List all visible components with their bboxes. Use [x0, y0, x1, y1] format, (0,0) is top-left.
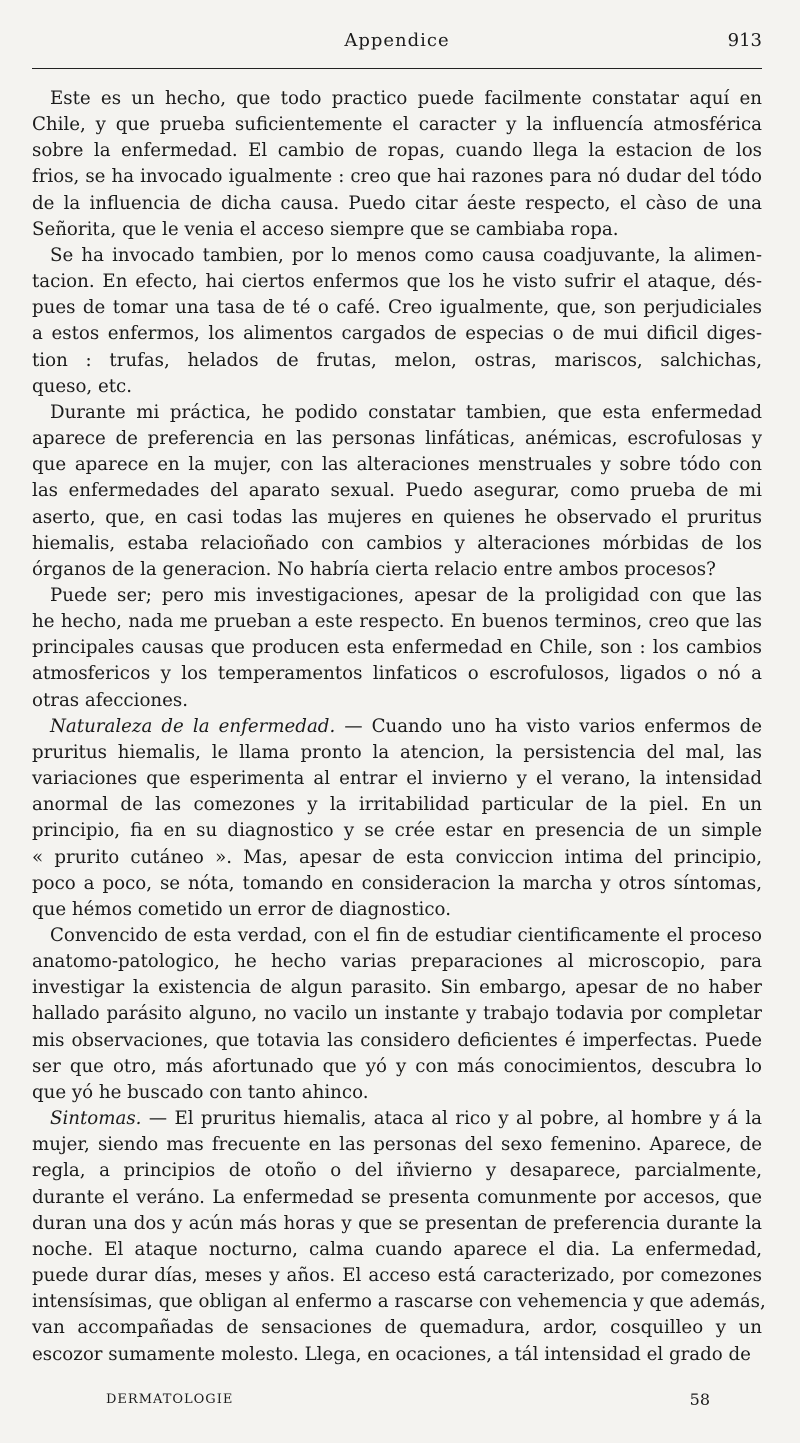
text-line: sobre la enfermedad. El cambio de ropas, cuando llega la estacion de los [32, 140, 762, 162]
text-line: Puede ser; pero mis investigaciones, apesar de la proligidad con que las [50, 584, 762, 606]
text-line: Naturaleza de la enfermedad. — Cuando uno ha visto varios enfermos de [50, 715, 762, 737]
text-line: durante el veráno. La enfermedad se presenta comunmente por accesos, que [32, 1186, 762, 1208]
text-line: he hecho, nada me prueban a este respecto. En buenos terminos, creo que las [32, 611, 762, 633]
text-line: de la influencia de dicha causa. Puedo citar áeste respecto, el càso de una [32, 192, 762, 214]
text-line: Convencido de esta verdad, con el fin de estudiar cientificamente el proceso [50, 925, 762, 946]
text-line: Este es un hecho, que todo practico puede facilmente constatar aquí en [50, 88, 762, 109]
running-title: Appendice [344, 30, 450, 51]
text-line: que hémos cometido un error de diagnostico. [32, 898, 451, 920]
text-line: atmosfericos y los temperamentos linfaticos o escrofulosos, ligados o nó a [32, 663, 762, 685]
text-line: órganos de la generacion. No habría cierta relacio entre ambos procesos? [32, 558, 716, 580]
text-line: las enfermedades del aparato sexual. Puedo asegurar, como prueba de mi [32, 480, 762, 502]
text-line: escozor sumamente molesto. Llega, en ocaciones, a tál intensidad el grado de [32, 1343, 751, 1365]
page-number: 913 [727, 30, 762, 51]
body-text [32, 86, 766, 1368]
text-line: « prurito cutáneo ». Mas, apesar de esta conviccion intima del principio, [32, 846, 762, 868]
text-line: pruritus hiemalis, le llama pronto la atencion, la persistencia del mal, las [32, 741, 762, 763]
text-line: poco a poco, se nóta, tomando en consideracion la marcha y otros síntomas, [32, 872, 762, 894]
text-line: duran una dos y acún más horas y que se presentan de preferencia durante la [32, 1212, 762, 1234]
text-line: tion : trufas, helados de frutas, melon, ostras, mariscos, salchichas, [32, 349, 762, 371]
text-line: a estos enfermos, los alimentos cargados de especias o de mui dificil diges- [32, 323, 762, 345]
text-line: queso, etc. [32, 375, 133, 397]
text-line: Se ha invocado tambien, por lo menos como causa coadjuvante, la alimen- [50, 244, 762, 266]
footer-label: DERMATOLOGIE [106, 1392, 234, 1407]
text-line: hallado parásito alguno, no vacilo un instante y trabajo todavia por completar [32, 1003, 762, 1025]
text-line: anatomo-patologico, he hecho varias preparaciones al microscopio, para [32, 951, 762, 973]
text-line: tacion. En efecto, hai ciertos enfermos que los he visto sufrir el ataque, dés- [32, 271, 762, 293]
text-line: mujer, siendo mas frecuente en las personas del sexo femenino. Aparece, de [32, 1134, 762, 1156]
text-line: que aparece en la mujer, con las alteraciones menstruales y sobre tódo con [32, 454, 762, 476]
text-line: Sintomas. — El pruritus hiemalis, ataca al rico y al pobre, al hombre y á la [50, 1108, 762, 1130]
text-line: Chile, y que prueba suficientemente el caracter y la influencía atmosférica [32, 114, 762, 136]
text-line: hiemalis, estaba relacioñado con cambios y alteraciones mórbidas de los [32, 532, 762, 554]
text-line: van accompañadas de sensaciones de quemadura, ardor, cosquilleo y un [32, 1317, 762, 1339]
text-line: anormal de las comezones y la irritabilidad particular de la piel. En un [32, 794, 762, 816]
text-line: intensísimas, que obligan al enfermo a rascarse con vehemencia y que además, [32, 1291, 766, 1313]
text-line: principio, fia en su diagnostico y se crée estar en presencia de un simple [32, 820, 762, 842]
text-line: frios, se ha invocado igualmente : creo que hai razones para nó dudar del tódo [32, 166, 762, 188]
text-line: regla, a principios de otoño o del iñvierno y desaparece, parcialmente, [32, 1160, 762, 1182]
signature-number: 58 [689, 1390, 710, 1409]
text-line: puede durar días, meses y años. El acceso está caracterizado, por comezones [32, 1265, 762, 1287]
text-line: investigar la existencia de algun parasito. Sin embargo, apesar de no haber [32, 977, 762, 999]
header-rule [32, 68, 762, 69]
text-line: mis observaciones, que totavia las considero deficientes é imperfectas. Puede [32, 1029, 762, 1051]
text-line: variaciones que esperimenta al entrar el invierno y el verano, la intensidad [32, 768, 762, 790]
text-line: noche. El ataque nocturno, calma cuando aparece el dia. La enfermedad, [32, 1238, 762, 1260]
text-line: ser que otro, más afortunado que yó y con más conocimientos, descubra lo [32, 1055, 762, 1077]
text-line: principales causas que producen esta enfermedad en Chile, son : los cambios [32, 637, 762, 659]
text-line: Durante mi práctica, he podido constatar tambien, que esta enfermedad [50, 401, 762, 423]
text-line: Señorita, que le venia el acceso siempre que se cambiaba ropa. [32, 218, 619, 240]
text-line: que yó he buscado con tanto ahinco. [32, 1081, 369, 1103]
text-line: aserto, que, en casi todas las mujeres en quienes he observado el pruritus [32, 506, 762, 528]
text-line: aparece de preferencia en las personas linfáticas, anémicas, escrofulosas y [32, 428, 762, 450]
text-line: pues de tomar una tasa de té o café. Creo igualmente, que, son perjudiciales [32, 297, 762, 319]
text-line: otras afecciones. [32, 689, 188, 711]
page-footer [106, 1390, 710, 1414]
page-header [32, 26, 762, 58]
